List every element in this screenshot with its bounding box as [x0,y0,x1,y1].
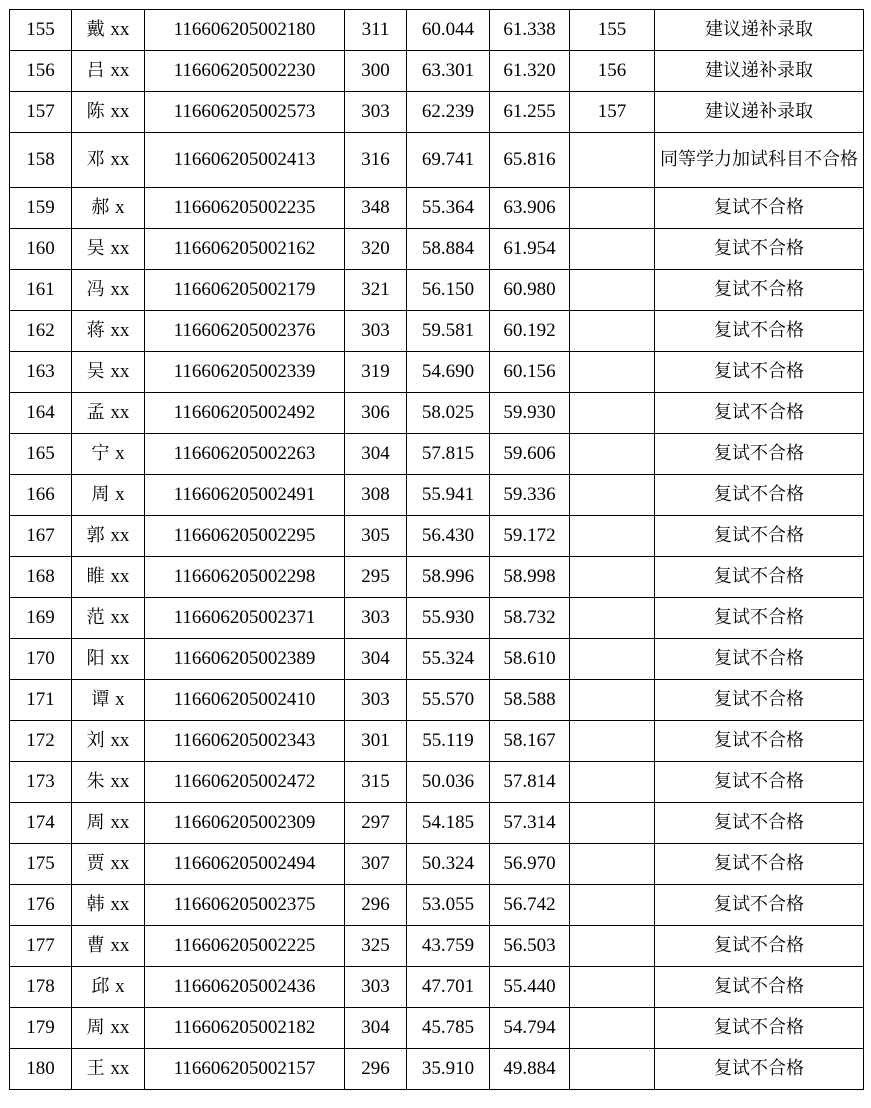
surname: 邱 [91,976,110,997]
rank-cell [570,188,655,229]
candidate-name-cell [72,803,145,844]
exam-id-cell: 116606205002343 [145,721,345,762]
remark-cell: 复试不合格 [655,967,864,1008]
candidate-name-cell [72,270,145,311]
table-row [10,393,864,434]
remark-cell: 复试不合格 [655,270,864,311]
total-score-cell: 54.794 [490,1008,570,1049]
exam-id-cell: 116606205002225 [145,926,345,967]
remark-cell: 复试不合格 [655,1008,864,1049]
table-row [10,639,864,680]
row-number-cell: 158 [10,133,72,188]
total-score-cell: 60.156 [490,352,570,393]
name-suffix: xx [110,19,130,40]
surname: 邓 [86,149,105,170]
retest-score-cell: 58.025 [407,393,490,434]
retest-score-cell: 43.759 [407,926,490,967]
total-score-cell: 61.954 [490,229,570,270]
table-row [10,557,864,598]
rank-cell [570,721,655,762]
total-score-cell: 59.172 [490,516,570,557]
candidate-name-cell [72,721,145,762]
candidate-name-cell [72,844,145,885]
remark-cell: 建议递补录取 [655,92,864,133]
rank-cell [570,885,655,926]
surname: 陈 [86,101,105,122]
remark-cell: 复试不合格 [655,639,864,680]
table-row [10,270,864,311]
name-suffix: xx [110,149,130,170]
initial-score-cell: 325 [345,926,407,967]
name-suffix: xx [110,320,130,341]
surname: 吴 [86,361,105,382]
row-number-cell: 176 [10,885,72,926]
exam-id-cell: 116606205002230 [145,51,345,92]
row-number-cell: 169 [10,598,72,639]
candidate-name-cell [72,926,145,967]
remark-cell: 复试不合格 [655,598,864,639]
retest-score-cell: 55.941 [407,475,490,516]
exam-id-cell: 116606205002298 [145,557,345,598]
name-suffix: x [115,976,125,997]
row-number-cell: 170 [10,639,72,680]
row-number-cell: 160 [10,229,72,270]
candidate-name-cell [72,434,145,475]
name-suffix: xx [110,812,130,833]
rank-cell [570,516,655,557]
total-score-cell: 56.503 [490,926,570,967]
remark-cell: 复试不合格 [655,516,864,557]
retest-score-cell: 56.150 [407,270,490,311]
name-suffix: xx [110,771,130,792]
initial-score-cell: 307 [345,844,407,885]
name-suffix: x [115,197,125,218]
remark-cell: 复试不合格 [655,352,864,393]
exam-id-cell: 116606205002309 [145,803,345,844]
name-suffix: xx [110,402,130,423]
name-suffix: xx [110,101,130,122]
candidate-name-cell [72,516,145,557]
remark-cell: 复试不合格 [655,188,864,229]
row-number-cell: 157 [10,92,72,133]
total-score-cell: 60.192 [490,311,570,352]
total-score-cell: 65.816 [490,133,570,188]
row-number-cell: 168 [10,557,72,598]
candidate-name-cell [72,680,145,721]
name-suffix: xx [110,607,130,628]
retest-score-cell: 58.884 [407,229,490,270]
name-suffix: xx [110,566,130,587]
total-score-cell: 59.336 [490,475,570,516]
remark-cell: 建议递补录取 [655,51,864,92]
exam-id-cell: 116606205002235 [145,188,345,229]
candidate-name-cell [72,598,145,639]
initial-score-cell: 316 [345,133,407,188]
name-suffix: xx [110,853,130,874]
table-row [10,844,864,885]
remark-cell: 复试不合格 [655,721,864,762]
name-suffix: x [115,484,125,505]
total-score-cell: 61.338 [490,10,570,51]
surname: 孟 [86,402,105,423]
row-number-cell: 167 [10,516,72,557]
name-suffix: x [115,689,125,710]
surname: 周 [86,812,105,833]
table-row [10,475,864,516]
rank-cell: 155 [570,10,655,51]
table-row [10,92,864,133]
retest-score-cell: 69.741 [407,133,490,188]
total-score-cell: 56.970 [490,844,570,885]
name-suffix: xx [110,361,130,382]
remark-cell: 复试不合格 [655,434,864,475]
name-suffix: xx [110,279,130,300]
total-score-cell: 57.314 [490,803,570,844]
initial-score-cell: 303 [345,967,407,1008]
candidate-name-cell [72,10,145,51]
retest-score-cell: 35.910 [407,1049,490,1090]
total-score-cell: 61.320 [490,51,570,92]
candidate-name-cell [72,188,145,229]
exam-id-cell: 116606205002182 [145,1008,345,1049]
candidate-name-cell [72,967,145,1008]
total-score-cell: 55.440 [490,967,570,1008]
retest-score-cell: 62.239 [407,92,490,133]
exam-id-cell: 116606205002492 [145,393,345,434]
table-row [10,803,864,844]
row-number-cell: 173 [10,762,72,803]
candidate-name-cell [72,133,145,188]
initial-score-cell: 320 [345,229,407,270]
rank-cell [570,352,655,393]
surname: 戴 [86,19,105,40]
retest-score-cell: 55.570 [407,680,490,721]
exam-id-cell: 116606205002339 [145,352,345,393]
candidate-name-cell [72,1008,145,1049]
surname: 王 [86,1058,105,1079]
name-suffix: xx [110,525,130,546]
name-suffix: xx [110,894,130,915]
retest-score-cell: 55.364 [407,188,490,229]
table-row [10,434,864,475]
row-number-cell: 159 [10,188,72,229]
row-number-cell: 178 [10,967,72,1008]
surname: 贾 [86,853,105,874]
exam-id-cell: 116606205002295 [145,516,345,557]
remark-cell: 复试不合格 [655,844,864,885]
name-suffix: xx [110,730,130,751]
surname: 朱 [86,771,105,792]
initial-score-cell: 301 [345,721,407,762]
rank-cell [570,557,655,598]
candidate-name-cell [72,51,145,92]
remark-cell: 复试不合格 [655,475,864,516]
surname: 冯 [86,279,105,300]
surname: 谭 [91,689,110,710]
retest-score-cell: 53.055 [407,885,490,926]
rank-cell [570,844,655,885]
name-suffix: xx [110,935,130,956]
name-suffix: xx [110,1017,130,1038]
rank-cell [570,926,655,967]
retest-score-cell: 54.690 [407,352,490,393]
total-score-cell: 56.742 [490,885,570,926]
surname: 韩 [86,894,105,915]
row-number-cell: 172 [10,721,72,762]
total-score-cell: 58.610 [490,639,570,680]
initial-score-cell: 296 [345,885,407,926]
row-number-cell: 164 [10,393,72,434]
exam-id-cell: 116606205002389 [145,639,345,680]
initial-score-cell: 303 [345,311,407,352]
remark-cell: 复试不合格 [655,393,864,434]
total-score-cell: 60.980 [490,270,570,311]
exam-id-cell: 116606205002263 [145,434,345,475]
retest-score-cell: 58.996 [407,557,490,598]
retest-score-cell: 50.036 [407,762,490,803]
row-number-cell: 165 [10,434,72,475]
name-suffix: xx [110,238,130,259]
row-number-cell: 156 [10,51,72,92]
retest-score-cell: 55.119 [407,721,490,762]
initial-score-cell: 304 [345,434,407,475]
row-number-cell: 161 [10,270,72,311]
table-row [10,229,864,270]
candidate-name-cell [72,352,145,393]
remark-cell: 建议递补录取 [655,10,864,51]
surname: 周 [86,1017,105,1038]
table-row [10,762,864,803]
rank-cell [570,967,655,1008]
table-row [10,10,864,51]
remark-cell: 复试不合格 [655,926,864,967]
table-row [10,516,864,557]
initial-score-cell: 306 [345,393,407,434]
table-row [10,1049,864,1090]
name-suffix: xx [110,648,130,669]
candidate-name-cell [72,311,145,352]
candidate-name-cell [72,557,145,598]
initial-score-cell: 304 [345,639,407,680]
row-number-cell: 177 [10,926,72,967]
retest-score-cell: 60.044 [407,10,490,51]
row-number-cell: 179 [10,1008,72,1049]
rank-cell [570,434,655,475]
surname: 刘 [86,730,105,751]
table-row [10,51,864,92]
initial-score-cell: 319 [345,352,407,393]
rank-cell [570,803,655,844]
table-row [10,885,864,926]
remark-cell: 复试不合格 [655,803,864,844]
total-score-cell: 58.167 [490,721,570,762]
exam-id-cell: 116606205002157 [145,1049,345,1090]
initial-score-cell: 303 [345,680,407,721]
initial-score-cell: 303 [345,92,407,133]
rank-cell [570,1008,655,1049]
exam-id-cell: 116606205002472 [145,762,345,803]
row-number-cell: 180 [10,1049,72,1090]
total-score-cell: 57.814 [490,762,570,803]
name-suffix: x [115,443,125,464]
surname: 宁 [91,443,110,464]
rank-cell: 157 [570,92,655,133]
surname: 吴 [86,238,105,259]
results-table [9,9,864,1090]
initial-score-cell: 297 [345,803,407,844]
initial-score-cell: 315 [345,762,407,803]
total-score-cell: 58.998 [490,557,570,598]
table-row [10,680,864,721]
surname: 吕 [86,60,105,81]
rank-cell [570,1049,655,1090]
table-row [10,1008,864,1049]
retest-score-cell: 57.815 [407,434,490,475]
total-score-cell: 59.930 [490,393,570,434]
initial-score-cell: 296 [345,1049,407,1090]
rank-cell [570,311,655,352]
rank-cell [570,229,655,270]
retest-score-cell: 56.430 [407,516,490,557]
retest-score-cell: 63.301 [407,51,490,92]
exam-id-cell: 116606205002376 [145,311,345,352]
retest-score-cell: 55.324 [407,639,490,680]
retest-score-cell: 54.185 [407,803,490,844]
remark-cell: 复试不合格 [655,762,864,803]
rank-cell [570,133,655,188]
rank-cell: 156 [570,51,655,92]
surname: 周 [91,484,110,505]
row-number-cell: 174 [10,803,72,844]
exam-id-cell: 116606205002494 [145,844,345,885]
remark-cell: 复试不合格 [655,680,864,721]
surname: 郭 [86,525,105,546]
retest-score-cell: 47.701 [407,967,490,1008]
initial-score-cell: 321 [345,270,407,311]
name-suffix: xx [110,60,130,81]
exam-id-cell: 116606205002162 [145,229,345,270]
candidate-name-cell [72,229,145,270]
candidate-name-cell [72,92,145,133]
exam-id-cell: 116606205002410 [145,680,345,721]
remark-cell: 复试不合格 [655,1049,864,1090]
table-row [10,926,864,967]
total-score-cell: 61.255 [490,92,570,133]
exam-id-cell: 116606205002179 [145,270,345,311]
retest-score-cell: 59.581 [407,311,490,352]
exam-id-cell: 116606205002371 [145,598,345,639]
exam-id-cell: 116606205002491 [145,475,345,516]
remark-cell: 复试不合格 [655,229,864,270]
exam-id-cell: 116606205002180 [145,10,345,51]
exam-id-cell: 116606205002436 [145,967,345,1008]
rank-cell [570,393,655,434]
surname: 睢 [86,566,105,587]
retest-score-cell: 55.930 [407,598,490,639]
candidate-name-cell [72,639,145,680]
rank-cell [570,680,655,721]
candidate-name-cell [72,475,145,516]
rank-cell [570,639,655,680]
rank-cell [570,598,655,639]
exam-id-cell: 116606205002413 [145,133,345,188]
initial-score-cell: 311 [345,10,407,51]
table-row [10,133,864,188]
remark-cell: 复试不合格 [655,885,864,926]
remark-cell: 复试不合格 [655,311,864,352]
initial-score-cell: 348 [345,188,407,229]
remark-cell: 复试不合格 [655,557,864,598]
surname: 蒋 [86,320,105,341]
row-number-cell: 175 [10,844,72,885]
name-suffix: xx [110,1058,130,1079]
row-number-cell: 162 [10,311,72,352]
rank-cell [570,475,655,516]
table-row [10,352,864,393]
surname: 阳 [86,648,105,669]
exam-id-cell: 116606205002573 [145,92,345,133]
initial-score-cell: 304 [345,1008,407,1049]
initial-score-cell: 305 [345,516,407,557]
table-row [10,598,864,639]
row-number-cell: 166 [10,475,72,516]
row-number-cell: 171 [10,680,72,721]
retest-score-cell: 50.324 [407,844,490,885]
candidate-name-cell [72,393,145,434]
initial-score-cell: 295 [345,557,407,598]
candidate-name-cell [72,885,145,926]
surname: 曹 [86,935,105,956]
initial-score-cell: 308 [345,475,407,516]
total-score-cell: 63.906 [490,188,570,229]
initial-score-cell: 303 [345,598,407,639]
total-score-cell: 59.606 [490,434,570,475]
table-row [10,311,864,352]
table-row [10,721,864,762]
total-score-cell: 49.884 [490,1049,570,1090]
surname: 郝 [91,197,110,218]
total-score-cell: 58.732 [490,598,570,639]
table-row [10,188,864,229]
remark-cell: 同等学力加试科目不合格 [655,133,864,188]
candidate-name-cell [72,1049,145,1090]
rank-cell [570,762,655,803]
rank-cell [570,270,655,311]
candidate-name-cell [72,762,145,803]
total-score-cell: 58.588 [490,680,570,721]
row-number-cell: 155 [10,10,72,51]
initial-score-cell: 300 [345,51,407,92]
surname: 范 [86,607,105,628]
table-row [10,967,864,1008]
table-body [10,10,864,1090]
row-number-cell: 163 [10,352,72,393]
exam-id-cell: 116606205002375 [145,885,345,926]
retest-score-cell: 45.785 [407,1008,490,1049]
